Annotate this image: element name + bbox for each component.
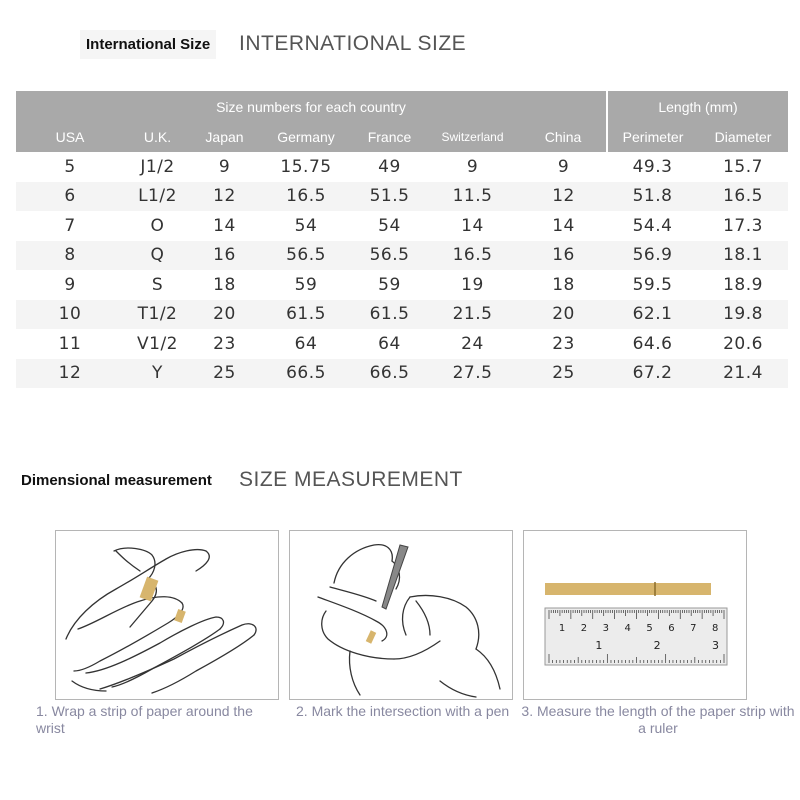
table-cell: 18 <box>191 270 258 300</box>
column-header: U.K. <box>124 122 191 152</box>
table-cell: 5 <box>16 152 124 182</box>
paper-strip-icon <box>545 583 711 595</box>
step-3-caption: 3. Measure the length of the paper strip with a ruler <box>521 703 795 736</box>
paper-strip-icon <box>174 609 186 623</box>
table-cell: 64 <box>354 329 425 359</box>
table-cell: 62.1 <box>607 300 698 330</box>
ruler-illustration <box>523 530 747 700</box>
table-cell: 23 <box>520 329 607 359</box>
table-cell: 54 <box>354 211 425 241</box>
table-cell: 12 <box>16 359 124 389</box>
column-header: France <box>354 122 425 152</box>
column-header: Germany <box>258 122 354 152</box>
step-2-caption: 2. Mark the intersection with a pen <box>296 703 510 719</box>
pen-icon <box>382 545 408 609</box>
table-cell: 27.5 <box>425 359 520 389</box>
ruler-number: 1 <box>558 623 566 634</box>
table-cell: 16.5 <box>425 241 520 271</box>
table-cell: 24 <box>425 329 520 359</box>
table-cell: 19.8 <box>698 300 788 330</box>
table-cell: 19 <box>425 270 520 300</box>
table-cell: 17.3 <box>698 211 788 241</box>
table-cell: 49.3 <box>607 152 698 182</box>
table-cell: 9 <box>425 152 520 182</box>
table-row <box>16 359 788 389</box>
table-cell: 56.9 <box>607 241 698 271</box>
table-cell: 9 <box>520 152 607 182</box>
table-cell: 51.5 <box>354 182 425 212</box>
ruler-number: 3 <box>602 623 609 634</box>
step-1-caption: 1. Wrap a strip of paper around the wrist <box>36 703 253 736</box>
ruler-number: 7 <box>690 623 697 634</box>
table-cell: S <box>124 270 191 300</box>
table-cell: 7 <box>16 211 124 241</box>
table-row <box>16 241 788 271</box>
table-cell: 6 <box>16 182 124 212</box>
table-cell: 59.5 <box>607 270 698 300</box>
table-cell: 9 <box>16 270 124 300</box>
table-row <box>16 152 788 182</box>
ruler-inch-number: 2 <box>653 639 661 652</box>
table-cell: 18 <box>520 270 607 300</box>
wrap-strip-illustration <box>55 530 279 700</box>
table-cell: 10 <box>16 300 124 330</box>
ruler-number: 5 <box>646 623 653 634</box>
table-cell: 11 <box>16 329 124 359</box>
table-cell: 20 <box>191 300 258 330</box>
table-row <box>16 329 788 359</box>
table-cell: 25 <box>191 359 258 389</box>
ruler-inch-number: 3 <box>712 639 719 652</box>
ruler-number: 4 <box>624 623 631 634</box>
table-cell: 15.7 <box>698 152 788 182</box>
paper-strip-icon <box>366 630 377 643</box>
table-cell: 15.75 <box>258 152 354 182</box>
table-cell: 66.5 <box>354 359 425 389</box>
ruler-inch-number: 1 <box>595 639 603 652</box>
table-cell: 64 <box>258 329 354 359</box>
column-header: Switzerland <box>425 122 520 152</box>
table-cell: 12 <box>520 182 607 212</box>
table-cell: 51.8 <box>607 182 698 212</box>
size-table <box>16 91 788 388</box>
table-cell: T1/2 <box>124 300 191 330</box>
table-cell: 16 <box>520 241 607 271</box>
dimensional-measurement-label: Dimensional measurement <box>15 466 218 495</box>
table-cell: 25 <box>520 359 607 389</box>
table-cell: 61.5 <box>354 300 425 330</box>
international-size-label: International Size <box>80 30 216 59</box>
table-row <box>16 182 788 212</box>
ruler-number: 6 <box>668 623 675 634</box>
ruler-svg <box>524 531 746 699</box>
table-cell: 8 <box>16 241 124 271</box>
table-cell: 16 <box>191 241 258 271</box>
table-cell: 59 <box>354 270 425 300</box>
table-cell: 16.5 <box>698 182 788 212</box>
table-cell: 14 <box>520 211 607 241</box>
table-cell: V1/2 <box>124 329 191 359</box>
size-table-body <box>16 152 788 388</box>
table-row <box>16 300 788 330</box>
country-group-header: Size numbers for each country <box>16 91 607 122</box>
international-size-title: INTERNATIONAL SIZE <box>239 32 467 55</box>
table-cell: 20.6 <box>698 329 788 359</box>
size-measurement-title: SIZE MEASUREMENT <box>239 468 463 491</box>
table-cell: Y <box>124 359 191 389</box>
table-cell: 18.9 <box>698 270 788 300</box>
table-cell: L1/2 <box>124 182 191 212</box>
table-cell: 12 <box>191 182 258 212</box>
ruler-number: 8 <box>712 623 719 634</box>
column-header: Japan <box>191 122 258 152</box>
table-cell: J1/2 <box>124 152 191 182</box>
table-cell: 9 <box>191 152 258 182</box>
ruler-icon <box>545 608 727 665</box>
table-cell: 21.5 <box>425 300 520 330</box>
ruler-number: 2 <box>580 623 588 634</box>
length-group-header: Length (mm) <box>607 91 788 122</box>
table-row <box>16 211 788 241</box>
table-cell: 61.5 <box>258 300 354 330</box>
table-cell: 56.5 <box>354 241 425 271</box>
table-cell: 66.5 <box>258 359 354 389</box>
table-cell: 18.1 <box>698 241 788 271</box>
table-cell: Q <box>124 241 191 271</box>
table-cell: 20 <box>520 300 607 330</box>
table-cell: 59 <box>258 270 354 300</box>
table-cell: 64.6 <box>607 329 698 359</box>
table-cell: 23 <box>191 329 258 359</box>
hand-pen-icon <box>290 531 512 699</box>
table-cell: 49 <box>354 152 425 182</box>
table-cell: 56.5 <box>258 241 354 271</box>
table-cell: 16.5 <box>258 182 354 212</box>
table-row <box>16 270 788 300</box>
column-header: USA <box>16 122 124 152</box>
mark-intersection-illustration <box>289 530 513 700</box>
table-cell: 21.4 <box>698 359 788 389</box>
table-cell: 54.4 <box>607 211 698 241</box>
table-cell: 14 <box>425 211 520 241</box>
column-header: Perimeter <box>607 122 698 152</box>
table-cell: O <box>124 211 191 241</box>
table-cell: 11.5 <box>425 182 520 212</box>
table-cell: 14 <box>191 211 258 241</box>
table-cell: 54 <box>258 211 354 241</box>
hand-wrap-icon <box>56 531 278 699</box>
column-header: Diameter <box>698 122 788 152</box>
column-header: China <box>520 122 607 152</box>
table-cell: 67.2 <box>607 359 698 389</box>
